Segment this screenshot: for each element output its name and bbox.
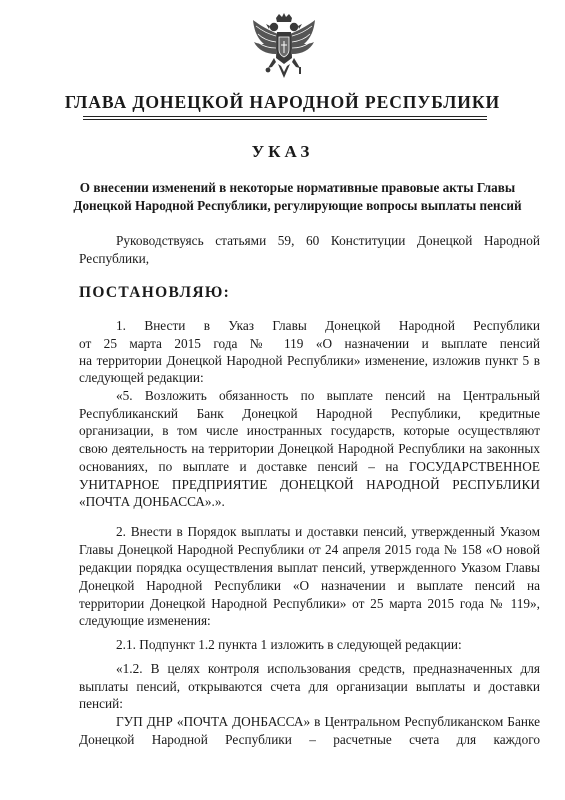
paragraph-line: Донецкой Народной Республики «О назначении и выплате пенсий на [79,578,540,593]
header-divider-thin [83,119,487,120]
paragraph-line: следующей редакции: [79,370,204,385]
paragraph-line: 2. Внести в Порядок выплаты и доставки пенсий, утвержденный Указом [116,524,540,539]
issuer-title: ГЛАВА ДОНЕЦКОЙ НАРОДНОЙ РЕСПУБЛИКИ [64,92,501,112]
paragraph-line: редакции порядка осуществления выплат пенсий, утвержденного Указом Главы [79,560,540,575]
header-divider [83,116,487,117]
paragraph-line: следующие изменения: [79,613,211,628]
quote-line: пенсий: [79,696,123,711]
document-type: УКАЗ [251,142,314,161]
paragraph-line: 1. Внести в Указ Главы Донецкой Народной Республики [116,318,540,333]
paragraph-line: на территории Донецкой Народной Республики» изменение, изложив пункт 5 в [79,353,540,368]
decree-word: ПОСТАНОВЛЯЮ: [79,284,231,301]
quote-line: «5. Возложить обязанность по выплате пенсий на Центральный [116,388,540,403]
paragraph-line: Главы Донецкой Народной Республики от 24 апреля 2015 года № 158 «О новой [79,542,540,557]
quote-line: Республиканский Банк Донецкой Народной Республики, кредитные [79,406,540,421]
preamble-line: Руководствуясь статьями 59, 60 Конституции Донецкой Народной [116,233,540,248]
paragraph-line: ГУП ДНР «ПОЧТА ДОНБАССА» в Центральном Республиканском Банке [116,714,540,729]
decree-subject: О внесении изменений в некоторые нормативные правовые акты Главы Донецкой Народной Республики, регулирующие вопросы выплаты пенсий [73,180,522,213]
coat-of-arms-icon [250,12,318,84]
paragraph-line: территории Донецкой Народной Республики» от 25 марта 2015 года № 119», [79,596,540,611]
subitem-line: 2.1. Подпункт 1.2 пункта 1 изложить в следующей редакции: [116,637,462,652]
quote-line: организации, в том числе иностранных государств, которые осуществляют [79,423,540,438]
quote-line: основаниях, по выплате и доставке пенсий – на ГОСУДАРСТВЕННОЕ [79,459,540,474]
preamble-line: Республики, [79,251,150,266]
paragraph-line: Донецкой Народной Республики – расчетные счета для каждого [79,732,540,747]
paragraph-line: от 25 марта 2015 года № 119 «О назначении и выплате пенсий [79,336,540,351]
quote-line: свою деятельность на территории Донецкой Народной Республики на законных [79,441,540,456]
quote-line: УНИТАРНОЕ ПРЕДПРИЯТИЕ ДОНЕЦКОЙ НАРОДНОЙ РЕСПУБЛИКИ [79,477,540,492]
quote-line: выплаты пенсий, открываются счета для организации выплаты и доставки [79,679,540,694]
quote-line: «ПОЧТА ДОНБАССА».». [79,494,225,509]
quote-line: «1.2. В целях контроля использования средств, предназначенных для [116,661,540,676]
